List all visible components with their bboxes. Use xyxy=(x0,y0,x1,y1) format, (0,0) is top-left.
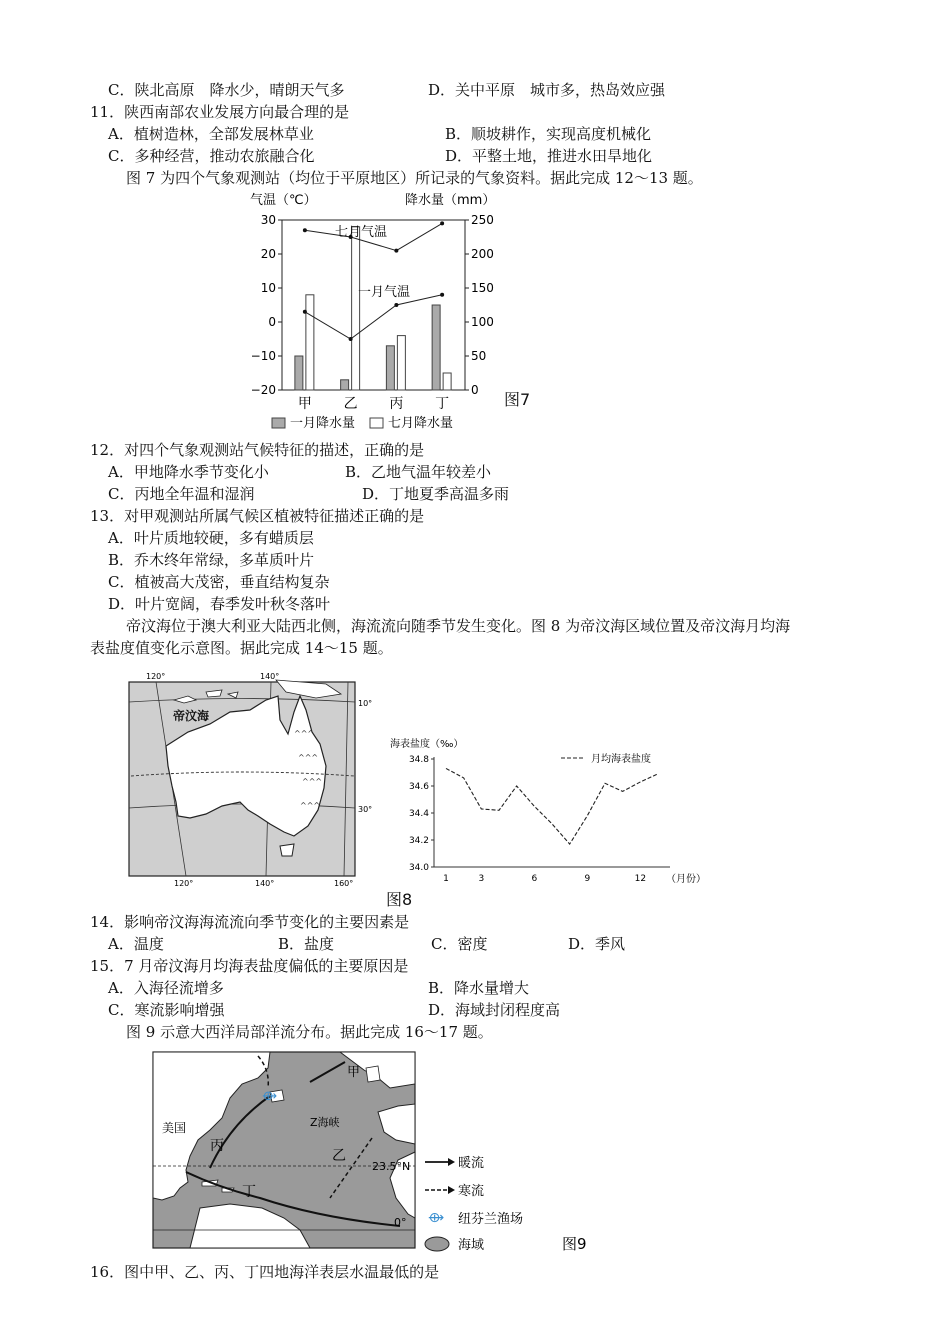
category-label: 丙 xyxy=(389,396,404,412)
fig9-caption: 图9 xyxy=(562,1235,587,1253)
q12-option-d: D．丁地夏季高温多雨 xyxy=(362,485,510,503)
lat-30: 30° xyxy=(358,805,373,814)
bar-jan-precip xyxy=(386,346,394,390)
q14-option-d: D．季风 xyxy=(568,935,626,953)
left-tick-label: 20 xyxy=(260,247,276,261)
y-tick-label: 34.2 xyxy=(408,836,429,846)
fig9-intro: 图 9 示意大西洋局部洋流分布。据此完成 16～17 题。 xyxy=(126,1023,493,1041)
bar-jul-precip xyxy=(397,336,405,390)
legend-warm-label: 暖流 xyxy=(458,1156,485,1171)
bar-jul-precip xyxy=(306,295,314,390)
salinity-x-ticks xyxy=(443,874,646,884)
temperature-point xyxy=(440,221,444,225)
x-tick-label: 12 xyxy=(634,874,647,884)
x-tick-label: 9 xyxy=(584,874,591,884)
temperature-point xyxy=(303,310,307,314)
q10-option-c: C．陕北高原 降水少，晴朗天气多 xyxy=(108,81,345,99)
right-tick-label: 150 xyxy=(471,281,494,295)
legend-fish-icon: ⟴ xyxy=(428,1210,445,1226)
q11-option-c: C．多种经营，推动农旅融合化 xyxy=(108,147,315,165)
left-tick-label: 10 xyxy=(260,281,276,295)
label-equator: 0° xyxy=(394,1216,407,1229)
bar-jan-precip xyxy=(432,305,440,390)
q16-stem: 16．图中甲、乙、丙、丁四地海洋表层水温最低的是 xyxy=(90,1263,440,1281)
q15-option-c: C．寒流影响增强 xyxy=(108,1001,225,1019)
x-tick-label: 6 xyxy=(531,874,538,884)
category-label: 丁 xyxy=(435,396,450,412)
left-tick-label: 30 xyxy=(260,213,276,227)
label-jia: 甲 xyxy=(347,1065,361,1080)
tasmania xyxy=(280,844,294,856)
right-tick-label: 100 xyxy=(471,315,494,329)
y-tick-label: 34.8 xyxy=(408,755,429,765)
bar-jan-precip xyxy=(341,380,349,390)
temperature-point xyxy=(349,337,353,341)
right-tick-label: 250 xyxy=(471,213,494,227)
q14-stem: 14．影响帝汶海海流流向季节变化的主要因素是 xyxy=(90,913,410,931)
x-tick-label: 1 xyxy=(443,874,449,884)
legend-fish-label: 纽芬兰渔场 xyxy=(458,1212,524,1227)
jan-temp-label: 一月气温 xyxy=(358,285,411,300)
legend-jan-label: 一月降水量 xyxy=(290,416,356,431)
salinity-x-unit: （月份） xyxy=(666,874,706,885)
label-yi: 乙 xyxy=(332,1148,346,1164)
right-tick-label: 50 xyxy=(471,349,487,363)
salinity-series-line xyxy=(446,768,658,844)
fishery-icon: ⟴ xyxy=(262,1089,278,1104)
y-tick-label: 34.4 xyxy=(408,809,429,819)
lat-10: 10° xyxy=(358,699,373,708)
bar-jan-precip xyxy=(295,356,303,390)
right-tick-label: 200 xyxy=(471,247,494,261)
legend-sea-swatch xyxy=(425,1237,449,1251)
bar-jul-precip xyxy=(352,227,360,390)
q13-option-b: B．乔木终年常绿，多革质叶片 xyxy=(108,551,315,569)
right-tick-label: 0 xyxy=(471,383,479,397)
legend-jan-swatch xyxy=(272,418,285,428)
fig8-intro-line2: 表盐度值变化示意图。据此完成 14～15 题。 xyxy=(90,639,393,657)
salinity-y-ticks xyxy=(409,755,434,873)
mountain-marks: ^^^ xyxy=(294,729,315,738)
temperature-point xyxy=(394,303,398,307)
salinity-axis-label: 海表盐度（‰） xyxy=(390,739,464,750)
q13-option-a: A．叶片质地较硬，多有蜡质层 xyxy=(108,529,314,547)
q14-option-a: A．温度 xyxy=(108,935,164,953)
legend-jul-swatch xyxy=(370,418,383,428)
q12-stem: 12．对四个气象观测站气候特征的描述，正确的是 xyxy=(90,441,425,459)
q12-option-c: C．丙地全年温和湿润 xyxy=(108,485,255,503)
label-usa: 美国 xyxy=(162,1121,187,1135)
x-tick-label: 3 xyxy=(478,874,485,884)
right-ticks xyxy=(465,213,494,397)
q11-stem: 11．陕西南部农业发展方向最合理的是 xyxy=(90,103,350,121)
q11-option-a: A．植树造林，全部发展林草业 xyxy=(108,125,314,143)
fig7-intro: 图 7 为四个气象观测站（均位于平原地区）所记录的气象资料。据此完成 12～13 题。 xyxy=(126,169,703,187)
category-label: 乙 xyxy=(343,396,358,412)
july-temp-label: 七月气温 xyxy=(335,225,388,240)
figure-9-atlantic-currents xyxy=(150,1048,600,1258)
temperature-point xyxy=(303,228,307,232)
temperature-line xyxy=(305,295,442,339)
label-ding: 丁 xyxy=(242,1184,256,1200)
fig7-caption: 图7 xyxy=(504,390,531,409)
legend-cold-label: 寒流 xyxy=(458,1184,485,1199)
left-tick-label: −20 xyxy=(250,383,276,397)
lon-top-140: 140° xyxy=(260,672,280,681)
y-tick-label: 34.0 xyxy=(408,863,429,873)
q15-stem: 15．7 月帝汶海月均海表盐度偏低的主要原因是 xyxy=(90,957,409,975)
q15-option-b: B．降水量增大 xyxy=(428,979,530,997)
legend-jul-label: 七月降水量 xyxy=(388,416,454,431)
left-ticks xyxy=(251,213,282,397)
fig8-caption: 图8 xyxy=(386,890,413,909)
precipitation-bars xyxy=(295,227,451,390)
svg-text:^^^: ^^^ xyxy=(302,777,323,786)
category-labels xyxy=(298,396,449,412)
lon-bottom-140: 140° xyxy=(255,879,275,888)
q14-option-b: B．盐度 xyxy=(278,935,335,953)
temperature-point xyxy=(440,293,444,297)
q10-option-d: D．关中平原 城市多，热岛效应强 xyxy=(428,81,666,99)
q13-option-c: C．植被高大茂密，垂直结构复杂 xyxy=(108,573,330,591)
iceland xyxy=(366,1066,380,1082)
lon-top-120: 120° xyxy=(146,672,166,681)
label-23-5n: 23.5°N xyxy=(372,1160,411,1173)
lon-bottom-160: 160° xyxy=(334,879,354,888)
category-label: 甲 xyxy=(297,396,312,412)
q13-stem: 13．对甲观测站所属气候区植被特征描述正确的是 xyxy=(90,507,425,525)
svg-text:^^^: ^^^ xyxy=(300,801,321,810)
salinity-legend: 月均海表盐度 xyxy=(591,754,651,765)
temperature-point xyxy=(394,249,398,253)
q11-option-b: B．顺坡耕作，实现高度机械化 xyxy=(445,125,652,143)
q15-option-a: A．入海径流增多 xyxy=(108,979,224,997)
right-axis-label: 降水量（mm） xyxy=(405,193,496,208)
q15-option-d: D．海域封闭程度高 xyxy=(428,1001,561,1019)
bar-jul-precip xyxy=(443,373,451,390)
figure-8-timor-sea-map xyxy=(126,670,373,890)
y-tick-label: 34.6 xyxy=(408,782,429,792)
figure-8-salinity-chart xyxy=(388,725,718,890)
q13-option-d: D．叶片宽阔，春季发叶秋冬落叶 xyxy=(108,595,331,613)
timor-sea-label: 帝汶海 xyxy=(173,709,210,723)
q11-option-d: D．平整土地，推进水田旱地化 xyxy=(445,147,653,165)
legend-sea-label: 海域 xyxy=(458,1238,485,1253)
q14-option-c: C．密度 xyxy=(431,935,488,953)
left-tick-label: −10 xyxy=(250,349,276,363)
q12-option-a: A．甲地降水季节变化小 xyxy=(108,463,269,481)
left-tick-label: 0 xyxy=(268,315,276,329)
label-bing: 丙 xyxy=(210,1138,224,1154)
left-axis-label: 气温（℃） xyxy=(250,193,317,208)
svg-text:^^^: ^^^ xyxy=(298,753,319,762)
lon-bottom-120: 120° xyxy=(174,879,194,888)
fig8-intro-line1: 帝汶海位于澳大利亚大陆西北侧，海流流向随季节发生变化。图 8 为帝汶海区域位置及帝汶海月均海 xyxy=(126,617,791,635)
label-strait: Z海峡 xyxy=(310,1116,340,1129)
q12-option-b: B．乙地气温年较差小 xyxy=(345,463,492,481)
